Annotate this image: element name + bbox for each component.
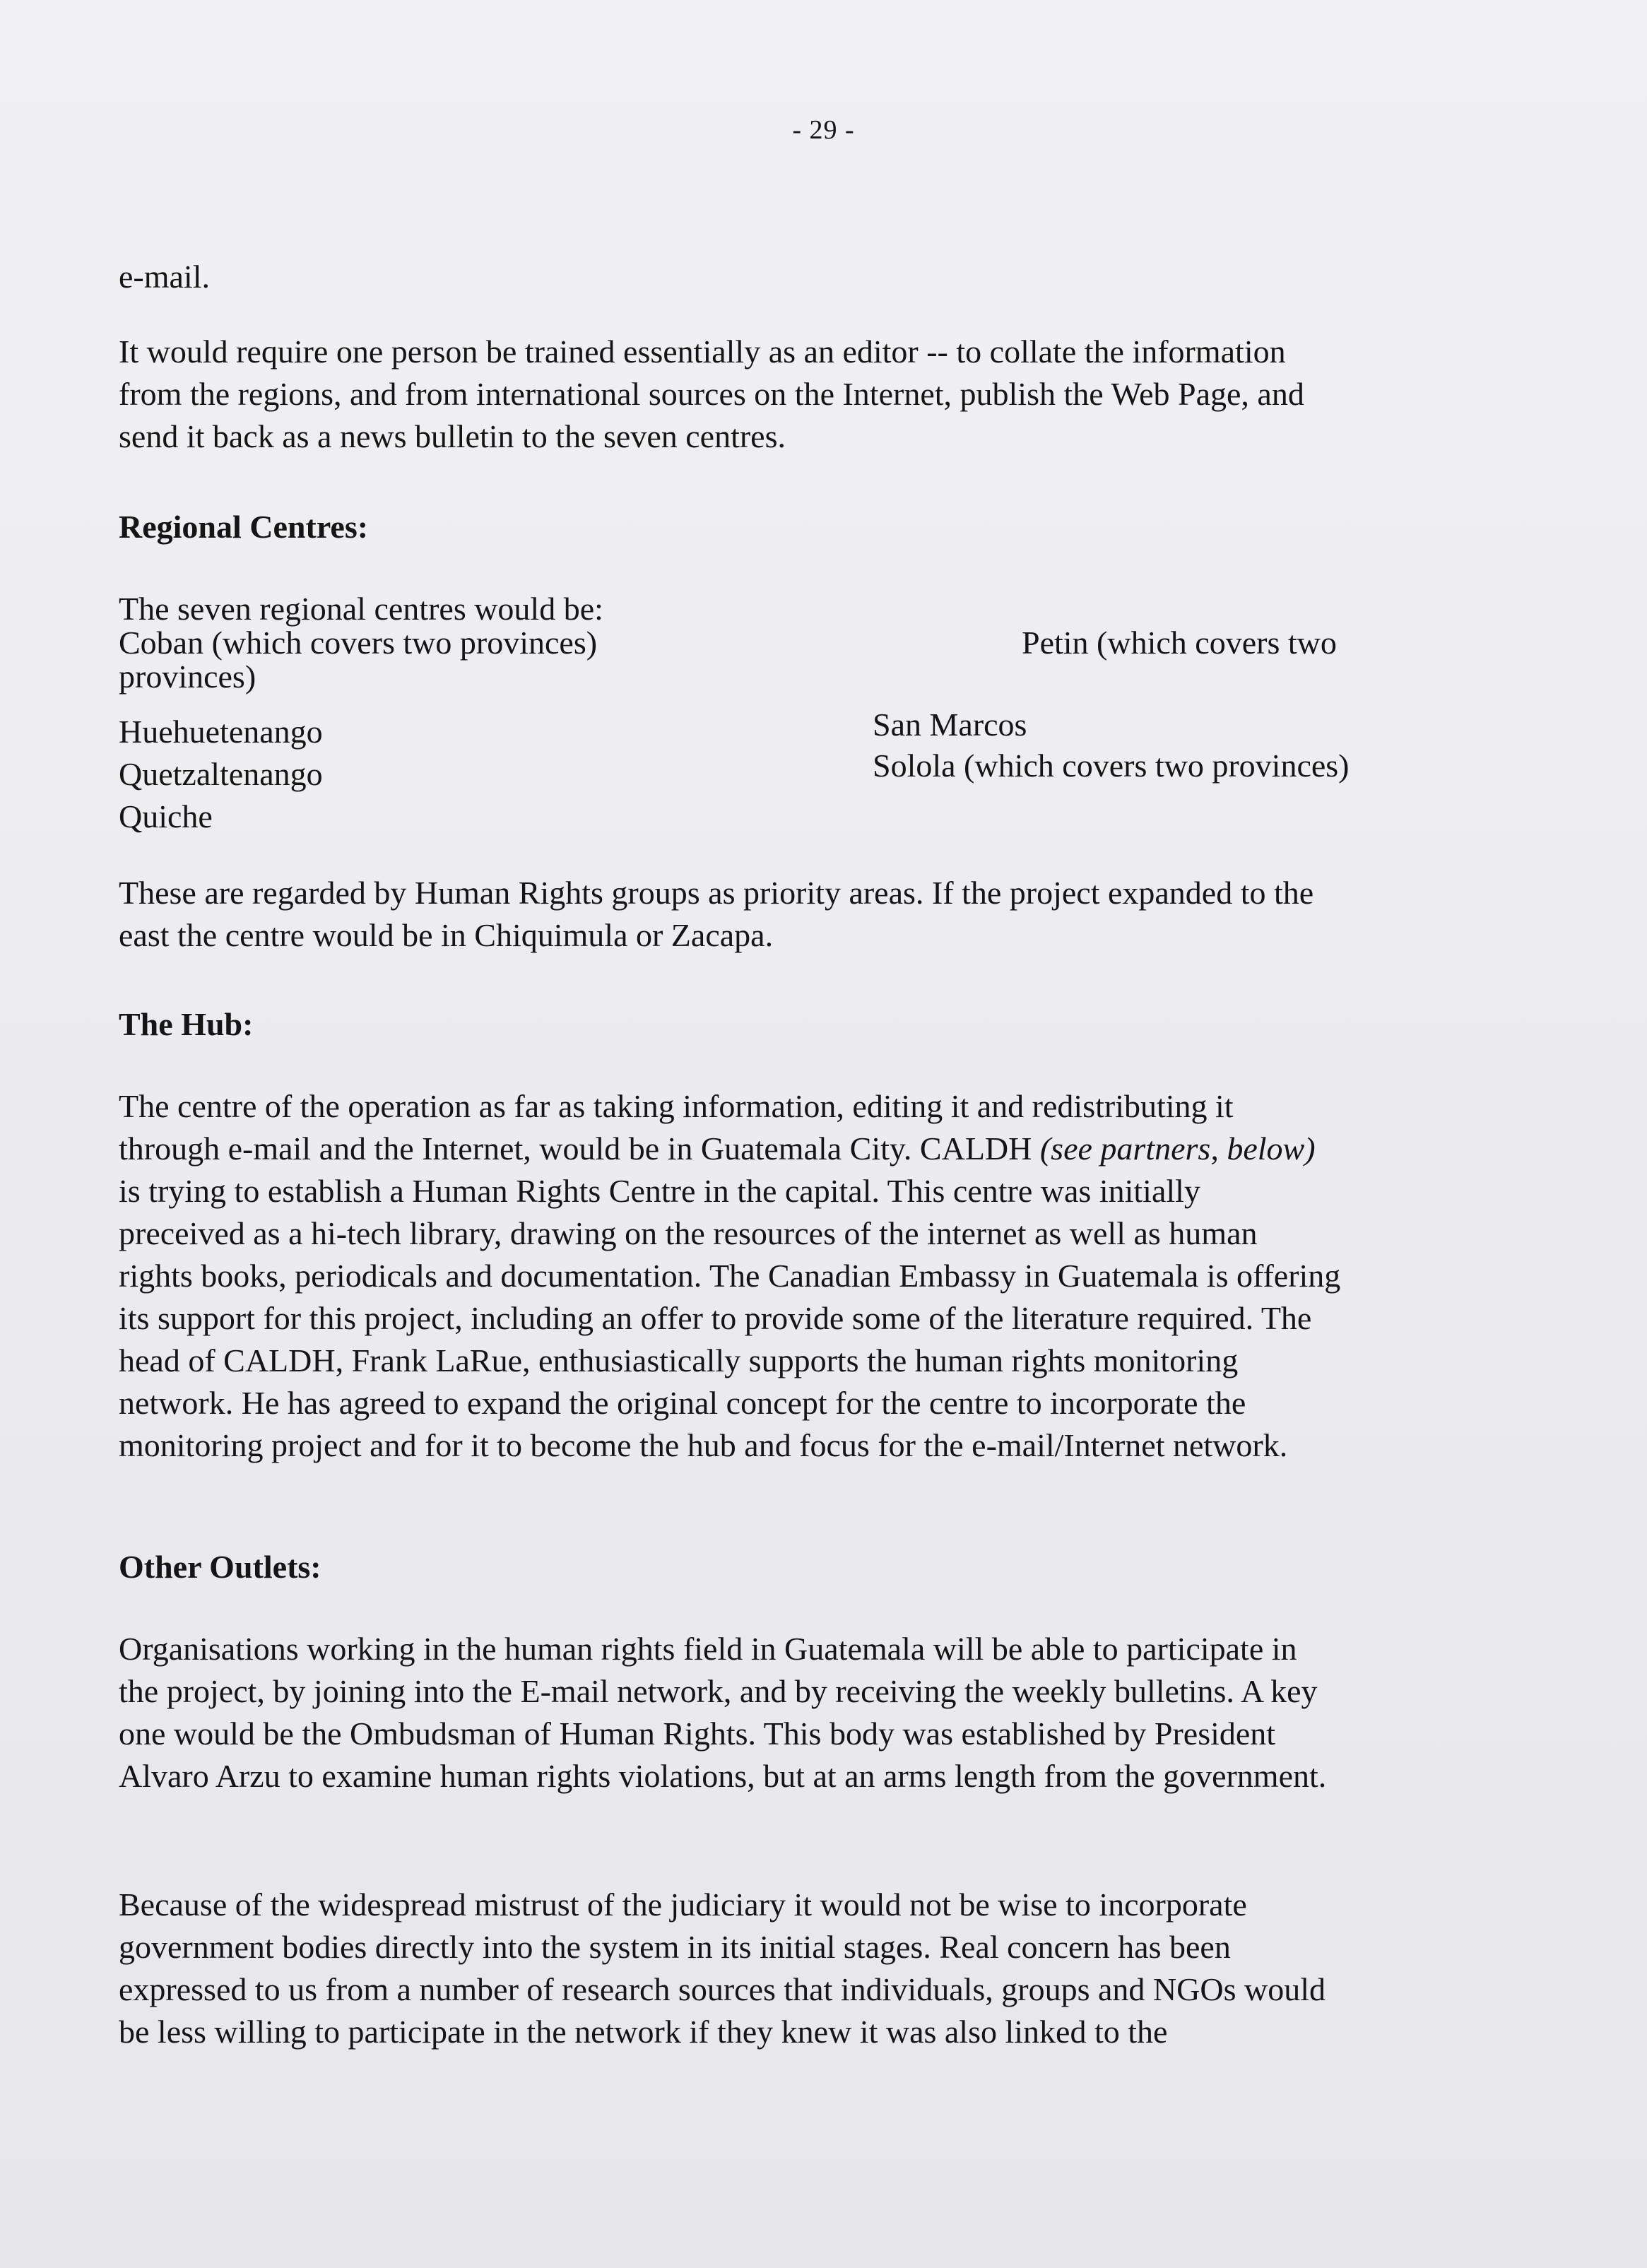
paragraph-line: head of CALDH, Frank LaRue, enthusiastically supports the human rights monitoring (119, 1342, 1239, 1378)
region-san-marcos: San Marcos (873, 707, 1027, 743)
paragraph-line: Alvaro Arzu to examine human rights violations, but at an arms length from the government. (119, 1758, 1327, 1794)
paragraph-line: is trying to establish a Human Rights Centre in the capital. This centre was initially (119, 1173, 1200, 1209)
paragraph-line: from the regions, and from international sources on the Internet, publish the Web Page, and (119, 376, 1304, 412)
paragraph-line: network. He has agreed to expand the original concept for the centre to incorporate the (119, 1385, 1246, 1421)
region-quetzaltenango: Quetzaltenango (119, 756, 323, 792)
paragraph-line: monitoring project and for it to become the hub and focus for the e-mail/Internet network. (119, 1427, 1288, 1463)
partners-aside: (see partners, below) (1039, 1130, 1316, 1167)
paragraph-line (119, 1128, 1532, 1170)
paragraph-line: It would require one person be trained essentially as an editor -- to collate the information (119, 333, 1286, 370)
region-coban: Coban (which covers two provinces) (119, 625, 598, 661)
paragraph-line: Organisations working in the human rights field in Guatemala will be able to participate in (119, 1631, 1297, 1667)
region-huehuetenango: Huehuetenango (119, 714, 323, 750)
region-quiche: Quiche (119, 798, 213, 834)
priority-paragraph (119, 872, 1532, 957)
paragraph-line: the project, by joining into the E-mail network, and by receiving the weekly bulletins. A key (119, 1673, 1318, 1709)
paragraph-line: east the centre would be in Chiquimula or Zacapa. (119, 917, 774, 953)
judiciary-paragraph (119, 1884, 1532, 2053)
region-solola: Solola (which covers two provinces) (873, 748, 1350, 784)
paragraph-line: These are regarded by Human Rights groups as priority areas. If the project expanded to the (119, 875, 1314, 911)
region-petin: Petin (which covers two (1022, 625, 1337, 661)
region-provinces-wrap: provinces) (119, 658, 256, 695)
paragraph-line: one would be the Ombudsman of Human Rights. This body was established by President (119, 1715, 1276, 1752)
page-number: - 29 - (792, 115, 855, 145)
other-outlets-heading: Other Outlets: (119, 1549, 321, 1585)
paragraph-line: its support for this project, including an offer to provide some of the literature required. The (119, 1300, 1312, 1336)
paragraph-line: government bodies directly into the system in its initial stages. Real concern has been (119, 1929, 1231, 1965)
paragraph-line: rights books, periodicals and documentation. The Canadian Embassy in Guatemala is offering (119, 1258, 1341, 1294)
paragraph-line: expressed to us from a number of research sources that individuals, groups and NGOs would (119, 1971, 1326, 2007)
regional-centres-heading: Regional Centres: (119, 509, 369, 545)
editor-paragraph (119, 331, 1532, 458)
hub-heading: The Hub: (119, 1006, 254, 1042)
paragraph-line: preceived as a hi-tech library, drawing on the resources of the internet as well as human (119, 1215, 1258, 1251)
paragraph-line: Because of the widespread mistrust of the judiciary it would not be wise to incorporate (119, 1886, 1247, 1923)
paragraph-line-text: through e-mail and the Internet, would be in Guatemala City. CALDH (119, 1130, 1040, 1167)
paragraph-line: send it back as a news bulletin to the seven centres. (119, 418, 786, 454)
hub-paragraph (119, 1085, 1532, 1467)
paragraph-line: be less willing to participate in the network if they knew it was also linked to the (119, 2014, 1168, 2050)
email-fragment: e-mail. (119, 259, 210, 295)
regional-intro-line: The seven regional centres would be: (119, 591, 603, 627)
outlets-paragraph (119, 1628, 1532, 1797)
paragraph-line: The centre of the operation as far as taking information, editing it and redistributing it (119, 1088, 1234, 1124)
